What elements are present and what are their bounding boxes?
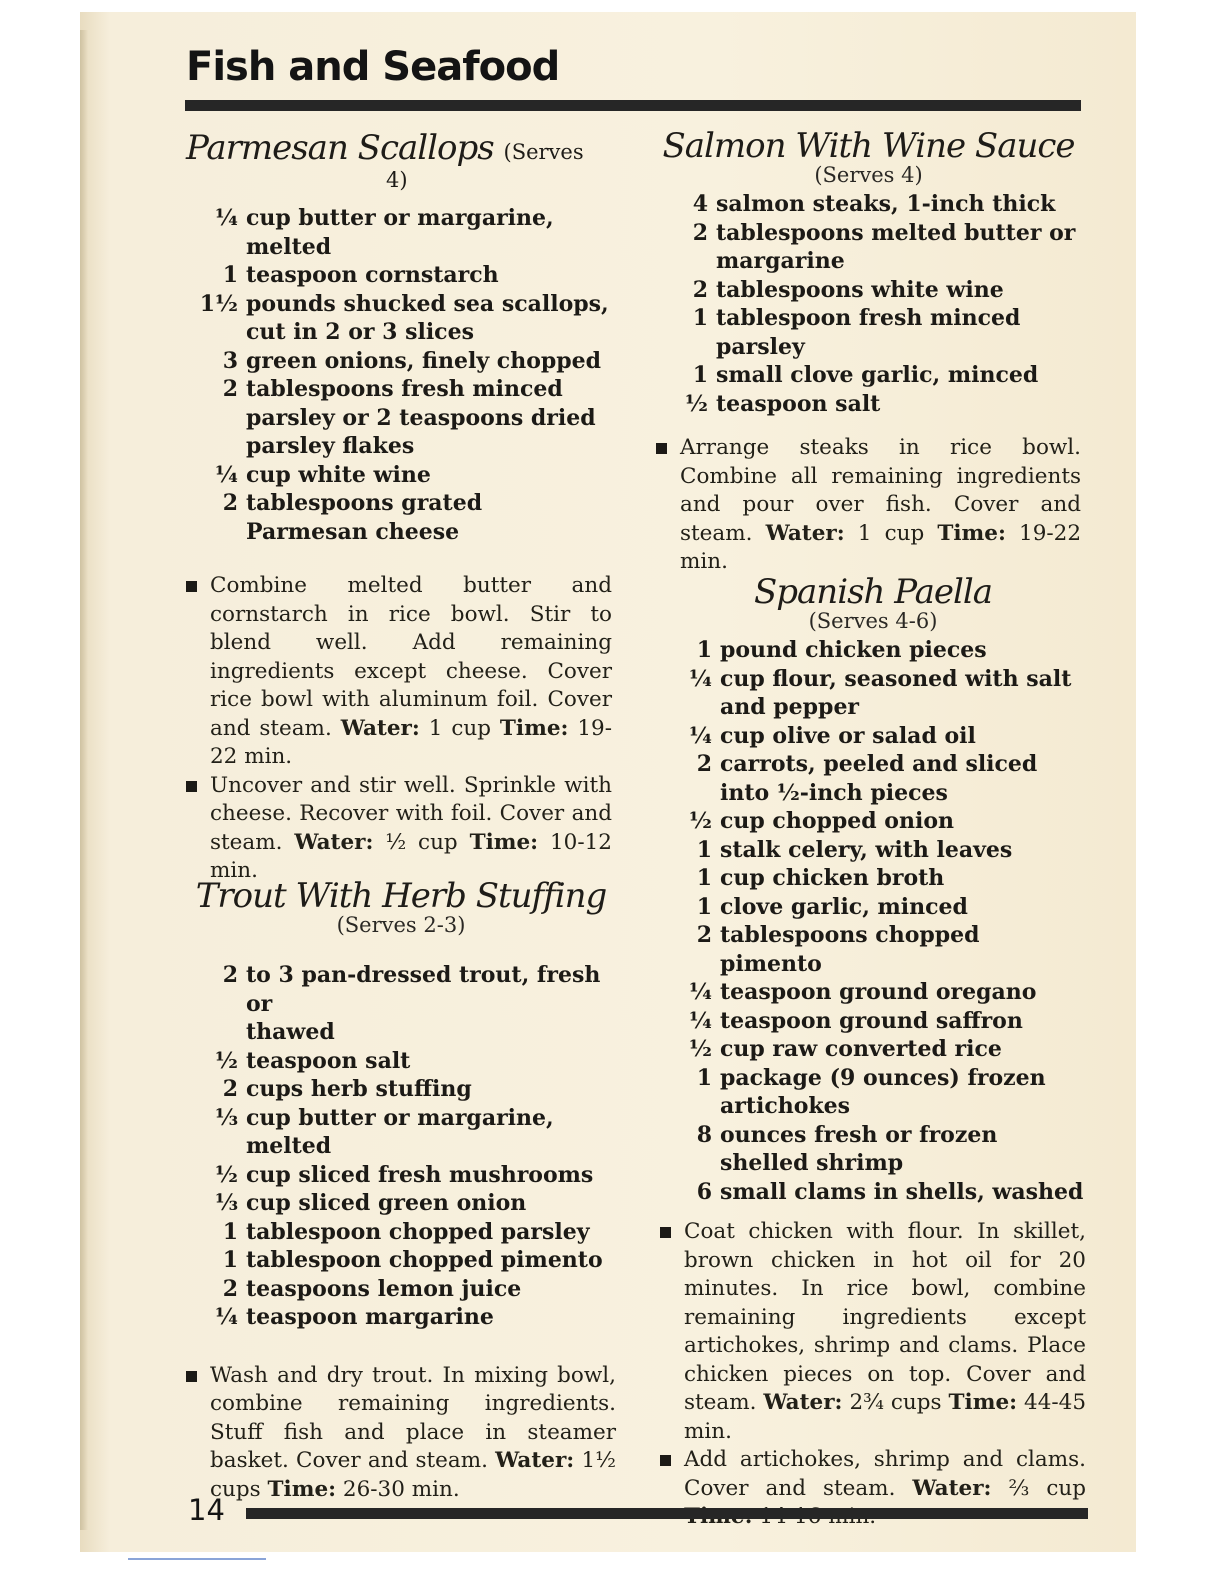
- ingredient-quantity: 1: [692, 362, 708, 388]
- ingredient-quantity: [186, 233, 246, 262]
- ingredient-quantity: ¼: [689, 665, 712, 692]
- ingredient-text: tablespoon chopped parsley: [246, 1218, 590, 1245]
- ingredient-row: [660, 750, 1086, 779]
- ingredient-row: [186, 318, 612, 347]
- ingredient-quantity: [186, 518, 246, 547]
- ingredient-row: [660, 864, 1086, 893]
- ingredient-row: [186, 347, 612, 376]
- page-number: 14: [188, 1493, 225, 1527]
- ingredient-quantity: 1: [696, 1064, 712, 1091]
- ingredient-text: small clams in shells, washed: [720, 1178, 1084, 1205]
- ingredient-text: tablespoons fresh minced: [246, 376, 563, 402]
- ingredient-list: [186, 961, 616, 1332]
- recipe-serves: (Serves: [503, 140, 584, 164]
- time-label: Time:: [469, 829, 539, 855]
- ingredient-text: green onions, finely chopped: [246, 347, 602, 374]
- ingredient-text: tablespoons grated: [246, 490, 483, 516]
- time-label: Time:: [499, 715, 569, 741]
- ingredient-text: clove garlic, minced: [720, 893, 968, 920]
- ingredient-text: tablespoon chopped pimento: [246, 1247, 603, 1273]
- ingredient-quantity: 1: [222, 1247, 238, 1273]
- ingredient-quantity: [186, 1018, 246, 1047]
- ingredient-quantity: ½: [685, 390, 708, 417]
- water-label: Water:: [765, 520, 845, 546]
- page-title: Fish and Seafood: [186, 44, 560, 90]
- ingredient-text: teaspoon margarine: [246, 1304, 494, 1330]
- square-bullet-icon: [186, 772, 210, 886]
- instruction-list: [186, 1362, 616, 1505]
- ingredient-text: thawed: [246, 1019, 335, 1045]
- time-amount: 10-12 min.: [210, 829, 612, 883]
- ingredient-text: package (9 ounces) frozen: [720, 1064, 1046, 1091]
- ingredient-quantity: [186, 432, 246, 461]
- ingredient-row: [186, 375, 612, 404]
- ingredient-text: teaspoon salt: [246, 1047, 411, 1074]
- instruction-step: [186, 572, 612, 772]
- ingredient-quantity: [660, 779, 720, 808]
- ingredient-text: parsley or 2 teaspoons dried: [246, 404, 596, 431]
- ingredient-quantity: 2: [222, 490, 238, 516]
- recipe-title-text: Parmesan Scallops: [186, 128, 494, 168]
- ingredient-row: [660, 1178, 1086, 1207]
- ingredient-text: pimento: [720, 950, 822, 977]
- ingredient-quantity: ¼: [689, 1007, 712, 1034]
- ingredient-quantity: [660, 1149, 720, 1178]
- ingredient-quantity: 2: [222, 376, 238, 402]
- ingredient-row: [186, 1246, 616, 1275]
- ingredient-text: margarine: [716, 248, 845, 274]
- ingredient-quantity: 6: [696, 1178, 712, 1205]
- ingredient-text: ounces fresh or frozen: [720, 1121, 998, 1148]
- water-amount: 1 cup: [428, 715, 491, 741]
- ingredient-row: [656, 190, 1081, 219]
- ingredient-text: cups herb stuffing: [246, 1076, 472, 1102]
- ingredient-row: [656, 390, 1081, 419]
- ingredient-text: parsley: [716, 333, 805, 360]
- ingredient-quantity: 1: [692, 305, 708, 331]
- ingredient-quantity: 1: [696, 865, 712, 891]
- recipe-trout-herb-stuffing: [186, 878, 616, 1504]
- ingredient-text: cup chicken broth: [720, 865, 945, 891]
- water-amount: ⅔ cup: [1008, 1475, 1086, 1501]
- time-label: Time:: [267, 1476, 337, 1502]
- ingredient-row: [656, 219, 1081, 248]
- instruction-body: Arrange steaks in rice bowl. Combine all remaining ingredients and pour over fish. Cover and steam.: [680, 435, 1081, 546]
- ingredient-text: shelled shrimp: [720, 1150, 904, 1176]
- square-bullet-icon: [656, 434, 680, 577]
- ingredient-row: [186, 489, 612, 518]
- page-edge-shadow: [80, 30, 88, 1530]
- ingredient-quantity: ½: [689, 1036, 712, 1062]
- ingredient-row: [660, 836, 1086, 865]
- instruction-text: [210, 1362, 616, 1505]
- header-rule: [185, 100, 1081, 111]
- recipe-title: Spanish Paella: [753, 572, 992, 612]
- time-amount: 26-30 min.: [342, 1476, 460, 1502]
- ingredient-quantity: ¼: [689, 979, 712, 1005]
- ingredient-text: teaspoons lemon juice: [246, 1275, 522, 1302]
- ingredient-quantity: 2: [222, 1275, 238, 1302]
- ingredient-text: artichokes: [720, 1093, 851, 1119]
- ingredient-quantity: ⅓: [215, 1190, 238, 1216]
- ingredient-text: melted: [246, 233, 332, 260]
- square-bullet-icon: [186, 1362, 210, 1505]
- water-label: Water:: [340, 715, 420, 741]
- instruction-step: [656, 434, 1081, 577]
- ingredient-row: [660, 722, 1086, 751]
- water-label: Water:: [495, 1448, 575, 1473]
- instruction-step: [660, 1218, 1086, 1446]
- ingredient-quantity: 1: [696, 893, 712, 920]
- ingredient-row: [660, 636, 1086, 665]
- ingredient-text: cup white wine: [246, 461, 431, 488]
- ingredient-row: [656, 276, 1081, 305]
- time-label: Time:: [948, 1390, 1018, 1415]
- water-label: Water:: [294, 829, 374, 855]
- ingredient-text: cup raw converted rice: [720, 1036, 1002, 1062]
- recipe-title: Trout With Herb Stuffing: [195, 876, 607, 916]
- ingredient-quantity: ¼: [215, 461, 238, 488]
- ingredient-row: [186, 1018, 616, 1047]
- ingredient-quantity: 3: [222, 347, 238, 374]
- recipe-title: [186, 130, 612, 170]
- recipe-parmesan-scallops: [186, 130, 612, 886]
- instruction-text: [684, 1218, 1086, 1446]
- ingredient-text: melted: [246, 1133, 332, 1159]
- ingredient-row: [186, 432, 612, 461]
- ingredient-row: [186, 461, 612, 490]
- ingredient-row: [186, 404, 612, 433]
- ingredient-row: [656, 361, 1081, 390]
- instruction-body: Add artichokes, shrimp and clams. Cover and steam.: [684, 1447, 1086, 1501]
- ingredient-text: parsley flakes: [246, 433, 415, 459]
- ingredient-quantity: ½: [689, 808, 712, 834]
- ingredient-text: teaspoon ground oregano: [720, 979, 1037, 1005]
- ingredient-quantity: 2: [696, 922, 712, 948]
- water-amount: 1 cup: [857, 520, 925, 546]
- ingredient-row: [660, 978, 1086, 1007]
- ingredient-quantity: [186, 1132, 246, 1161]
- ingredient-text: teaspoon cornstarch: [246, 262, 499, 288]
- ingredient-row: [186, 1161, 616, 1190]
- ingredient-row: [186, 1075, 616, 1104]
- ingredient-row: [186, 290, 612, 319]
- ingredient-quantity: ¼: [215, 205, 238, 231]
- recipe-serves: (Serves 2-3): [336, 913, 466, 937]
- ingredient-row: [660, 807, 1086, 836]
- instruction-step: [186, 1362, 616, 1505]
- ingredient-row: [660, 1035, 1086, 1064]
- ingredient-quantity: 1: [222, 262, 238, 288]
- ingredient-text: stalk celery, with leaves: [720, 836, 1013, 863]
- ingredient-row: [660, 1149, 1086, 1178]
- ingredient-row: [186, 961, 616, 1018]
- ingredient-text: teaspoon salt: [716, 390, 881, 417]
- ingredient-row: [660, 779, 1086, 808]
- ingredient-row: [660, 893, 1086, 922]
- ingredient-quantity: 1: [696, 836, 712, 863]
- ingredient-text: cup butter or margarine,: [246, 1104, 554, 1131]
- recipe-serves: (Serves 4-6): [808, 609, 938, 633]
- ingredient-text: cup sliced green onion: [246, 1190, 527, 1216]
- ingredient-row: [186, 1275, 616, 1304]
- ingredient-text: cup sliced fresh mushrooms: [246, 1161, 594, 1188]
- ingredient-row: [186, 1047, 616, 1076]
- ingredient-quantity: [186, 404, 246, 433]
- time-label: Time:: [937, 520, 1006, 546]
- recipe-serves: (Serves 4): [814, 163, 923, 187]
- ingredient-row: [660, 1121, 1086, 1150]
- ingredient-row: [660, 921, 1086, 950]
- ingredient-row: [186, 518, 612, 547]
- ingredient-row: [656, 333, 1081, 362]
- ingredient-quantity: 2: [692, 219, 708, 246]
- ingredient-list: [186, 204, 612, 546]
- ingredient-row: [660, 693, 1086, 722]
- ingredient-quantity: [656, 247, 716, 276]
- ingredient-row: [660, 950, 1086, 979]
- ingredient-text: tablespoons white wine: [716, 276, 1004, 303]
- recipe-title: Salmon With Wine Sauce: [662, 126, 1075, 166]
- ingredient-text: carrots, peeled and sliced: [720, 751, 1038, 777]
- recipe-spanish-paella: [660, 574, 1086, 1532]
- instruction-text: [680, 434, 1081, 577]
- ingredient-text: pounds shucked sea scallops,: [246, 290, 609, 317]
- ingredient-text: cup olive or salad oil: [720, 722, 976, 749]
- ingredient-text: pound chicken pieces: [720, 637, 987, 663]
- ingredient-quantity: [656, 333, 716, 362]
- instruction-body: Combine melted butter and cornstarch in rice bowl. Stir to blend well. Add remaining ingredients except cheese. Cover rice bowl with aluminum foil. Cover and steam.: [210, 573, 612, 741]
- recipe-serves-continued: 4): [386, 168, 408, 192]
- ingredient-row: [186, 261, 612, 290]
- ingredient-quantity: [660, 693, 720, 722]
- ingredient-quantity: 2: [692, 276, 708, 303]
- footer-rule: [246, 1508, 1088, 1519]
- ingredient-quantity: ⅓: [215, 1104, 238, 1131]
- ingredient-quantity: 1: [222, 1218, 238, 1245]
- ingredient-text: teaspoon ground saffron: [720, 1007, 1023, 1034]
- ingredient-quantity: 2: [696, 751, 712, 777]
- instruction-list: [186, 572, 612, 886]
- ingredient-text: cup chopped onion: [720, 808, 954, 834]
- ingredient-list: [660, 636, 1086, 1206]
- ingredient-row: [660, 1007, 1086, 1036]
- ingredient-row: [660, 1064, 1086, 1093]
- water-amount: 2¾ cups: [849, 1390, 942, 1415]
- square-bullet-icon: [186, 572, 210, 772]
- water-amount: 1½ cups: [210, 1448, 617, 1502]
- ingredient-row: [656, 247, 1081, 276]
- link-underline: [128, 1558, 266, 1560]
- ingredient-text: cup flour, seasoned with salt: [720, 665, 1072, 692]
- ingredient-list: [656, 190, 1081, 418]
- recipe-salmon-wine-sauce: [656, 128, 1081, 577]
- instruction-step: [186, 772, 612, 886]
- instruction-list: [660, 1218, 1086, 1532]
- ingredient-text: small clove garlic, minced: [716, 362, 1039, 388]
- ingredient-quantity: [660, 1092, 720, 1121]
- time-amount: 44-45 min.: [684, 1390, 1087, 1444]
- ingredient-row: [186, 1132, 616, 1161]
- ingredient-row: [186, 1303, 616, 1332]
- ingredient-row: [186, 1189, 616, 1218]
- ingredient-row: [186, 204, 612, 233]
- ingredient-row: [660, 665, 1086, 694]
- instruction-text: [210, 572, 612, 772]
- ingredient-text: cut in 2 or 3 slices: [246, 319, 474, 345]
- ingredient-quantity: 2: [222, 1076, 238, 1102]
- ingredient-text: Parmesan cheese: [246, 518, 460, 545]
- ingredient-text: tablespoon fresh minced: [716, 305, 1021, 331]
- square-bullet-icon: [660, 1218, 684, 1446]
- ingredient-text: salmon steaks, 1-inch thick: [716, 191, 1056, 217]
- ingredient-quantity: ½: [215, 1161, 238, 1188]
- instruction-list: [656, 434, 1081, 577]
- ingredient-row: [186, 1104, 616, 1133]
- ingredient-row: [660, 1092, 1086, 1121]
- ingredient-quantity: [660, 950, 720, 979]
- instruction-text: [210, 772, 612, 886]
- time-amount: 19-22 min.: [210, 715, 612, 769]
- ingredient-quantity: 4: [692, 191, 708, 217]
- instruction-body: Uncover and stir well. Sprinkle with cheese. Recover with foil. Cover and steam.: [210, 772, 612, 855]
- instruction-body: Coat chicken with flour. In skillet, brown chicken in hot oil for 20 minutes. In rice bowl, combine remaining ingredients except artichokes, shrimp and clams. Place chicken pieces on top. Cover and steam.: [684, 1219, 1086, 1415]
- ingredient-quantity: [186, 318, 246, 347]
- ingredient-quantity: 8: [696, 1121, 712, 1148]
- ingredient-row: [186, 233, 612, 262]
- ingredient-text: into ½-inch pieces: [720, 779, 948, 806]
- water-label: Water:: [912, 1475, 992, 1501]
- ingredient-text: tablespoons chopped: [720, 922, 980, 948]
- ingredient-quantity: ¼: [215, 1304, 238, 1330]
- ingredient-quantity: ½: [215, 1047, 238, 1074]
- ingredient-text: cup butter or margarine,: [246, 205, 554, 231]
- ingredient-quantity: 1½: [199, 290, 238, 317]
- ingredient-row: [656, 304, 1081, 333]
- time-amount: 19-22 min.: [680, 520, 1081, 574]
- water-amount: ½ cup: [385, 829, 458, 855]
- ingredient-quantity: 1: [696, 637, 712, 663]
- ingredient-quantity: 2: [222, 962, 238, 988]
- water-label: Water:: [763, 1390, 843, 1415]
- ingredient-text: to 3 pan-dressed trout, fresh or: [246, 962, 601, 1017]
- ingredient-quantity: ¼: [689, 722, 712, 749]
- ingredient-row: [186, 1218, 616, 1247]
- ingredient-text: and pepper: [720, 694, 860, 720]
- instruction-body: Wash and dry trout. In mixing bowl, combine remaining ingredients. Stuff fish and place in steamer basket. Cover and steam.: [210, 1362, 616, 1473]
- ingredient-text: tablespoons melted butter or: [716, 219, 1076, 246]
